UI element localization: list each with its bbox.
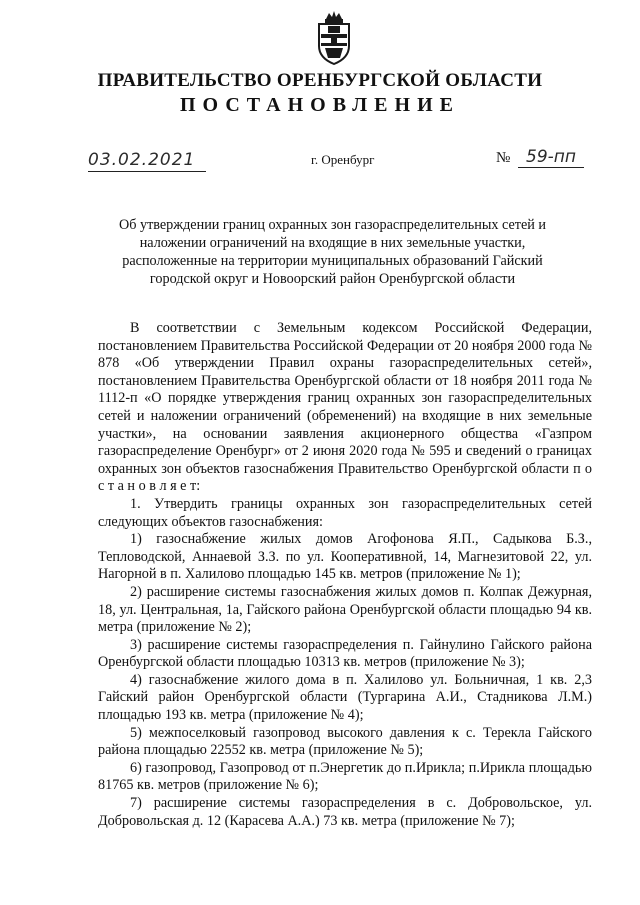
document-date: 03.02.2021 <box>88 150 206 172</box>
document-subject: Об утверждении границ охранных зон газораспределительных сетей и наложении ограничений на входящие в них земельные участки, расположенные на территории муниципальных образований Гайский городской округ и Новоорский район Оренбургской области <box>118 217 547 287</box>
government-name: ПРАВИТЕЛЬСТВО ОРЕНБУРГСКОЙ ОБЛАСТИ <box>97 70 543 91</box>
document-body <box>98 320 592 830</box>
document-kind-title: ПОСТАНОВЛЕНИЕ <box>180 94 460 116</box>
subitem-4: 4) газоснабжение жилого дома в п. Халилово ул. Больничная, 1 кв. 2,3 Гайский район Оренбургской области (Тургарина А.И., Стадникова Л.М.) площадью 193 кв. метра (приложение № 4); <box>98 671 592 724</box>
subitem-6: 6) газопровод, Газопровод от п.Энергетик до п.Ирикла; п.Ирикла площадью 81765 кв. метров (приложение № 6); <box>98 759 592 794</box>
document-number: 59-пп <box>518 147 584 168</box>
subitem-1: 1) газоснабжение жилых домов Агофонова Я.П., Садыкова Б.З., Тепловодской, Аннаевой З.З. по ул. Кооперативной, 14, Магнезитовой 22, ул. Нагорной в п. Халилово площадью 145 кв. метров (приложение № 1); <box>98 531 592 583</box>
document-city: г. Оренбург <box>311 152 375 167</box>
orenburg-coat-of-arms-icon <box>313 10 355 66</box>
document-number-prefix: № <box>496 150 511 166</box>
subitem-3: 3) расширение системы газораспределения п. Гайнулино Гайского района Оренбургской области площадью 10313 кв. метров (приложение № 3); <box>98 636 592 671</box>
subitem-7: 7) расширение системы газораспределения в с. Добровольское, ул. Добровольская д. 12 (Карасева А.А.) 73 кв. метра (приложение № 7); <box>98 795 592 829</box>
item-1-paragraph: 1. Утвердить границы охранных зон газораспределительных сетей следующих объектов газоснабжения: <box>98 495 592 530</box>
subitem-2: 2) расширение системы газоснабжения жилых домов п. Колпак Дежурная, 18, ул. Центральная, 1а, Гайского района Оренбургской области площадью 94 кв. метра (приложение № 2); <box>98 583 592 636</box>
preamble-paragraph: В соответствии с Земельным кодексом Российской Федерации, постановлением Правительства Российской Федерации от 20 ноября 2000 года № 878 «Об утверждении Правил охраны газораспределительных сетей», постановлением Правительства Оренбургской области от 18 ноября 2011 года № 1112-п «О порядке утверждения границ охранных зон газораспределительных сетей и наложении ограничений (обременений) на входящие в них земельные участки», на основании заявления акционерного общества «Газпром газораспределение Оренбург» от 2 июня 2020 года № 595 и сведений о границах охранных зон объектов газоснабжения Правительство Оренбургской области п о с т а н о в л я е т: <box>98 320 592 495</box>
subitem-5: 5) межпоселковый газопровод высокого давления к с. Терекла Гайского района площадью 22552 кв. метра (приложение № 5); <box>98 724 592 759</box>
